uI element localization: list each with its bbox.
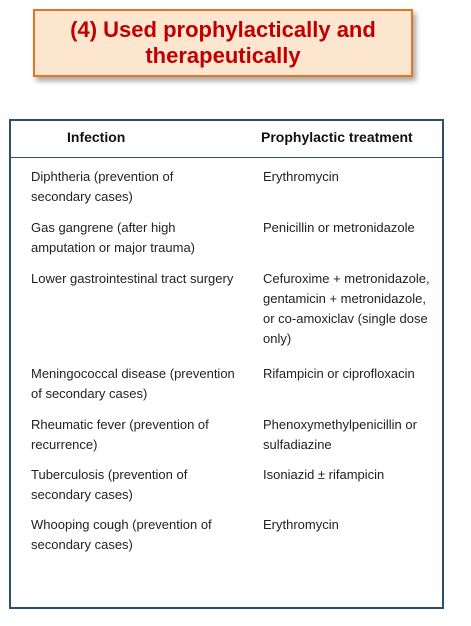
cell-line: Diphtheria (prevention of (31, 169, 174, 184)
infection-cell (31, 515, 253, 555)
cell-line: Penicillin or metronidazole (263, 220, 415, 235)
cell-line: secondary cases) (31, 487, 133, 502)
cell-line: sulfadiazine (263, 437, 332, 452)
cell-line: secondary cases) (31, 537, 133, 552)
treatment-cell (263, 465, 443, 485)
infection-cell (31, 167, 253, 207)
cell-line: Phenoxymethylpenicillin or (263, 417, 417, 432)
cell-line: only) (263, 331, 292, 346)
cell-line: Meningococcal disease (prevention (31, 366, 235, 381)
cell-line: of secondary cases) (31, 386, 148, 401)
treatment-cell (263, 218, 443, 238)
treatment-cell (263, 415, 443, 455)
slide-title-box (33, 9, 413, 77)
cell-line: Lower gastrointestinal tract surgery (31, 271, 234, 286)
cell-line: Gas gangrene (after high (31, 220, 176, 235)
cell-line: Rheumatic fever (prevention of (31, 417, 209, 432)
slide-title-line-1: (4) Used prophylactically and (70, 17, 376, 42)
cell-line: Erythromycin (263, 169, 339, 184)
cell-line: Isoniazid ± rifampicin (263, 467, 385, 482)
cell-line: Tuberculosis (prevention of (31, 467, 188, 482)
infection-cell (31, 218, 253, 258)
infection-cell (31, 415, 253, 455)
table-header (11, 121, 442, 158)
cell-line: Erythromycin (263, 517, 339, 532)
cell-line: Whooping cough (prevention of (31, 517, 212, 532)
infection-cell (31, 364, 253, 404)
cell-line: or co-amoxiclav (single dose (263, 311, 428, 326)
treatment-cell (263, 269, 443, 349)
header-prophylactic-treatment: Prophylactic treatment (261, 129, 413, 145)
infection-cell (31, 269, 253, 289)
cell-line: Cefuroxime + metronidazole, (263, 271, 430, 286)
cell-line: recurrence) (31, 437, 98, 452)
cell-line: amputation or major trauma) (31, 240, 196, 255)
treatment-cell (263, 167, 443, 187)
slide-title-line-2: therapeutically (145, 43, 301, 68)
treatment-cell (263, 515, 443, 535)
infection-cell (31, 465, 253, 505)
treatment-cell (263, 364, 443, 384)
header-infection: Infection (67, 129, 126, 145)
slide-title (70, 17, 376, 69)
cell-line: gentamicin + metronidazole, (263, 291, 426, 306)
prophylaxis-table (9, 119, 444, 609)
cell-line: Rifampicin or ciprofloxacin (263, 366, 415, 381)
cell-line: secondary cases) (31, 189, 133, 204)
